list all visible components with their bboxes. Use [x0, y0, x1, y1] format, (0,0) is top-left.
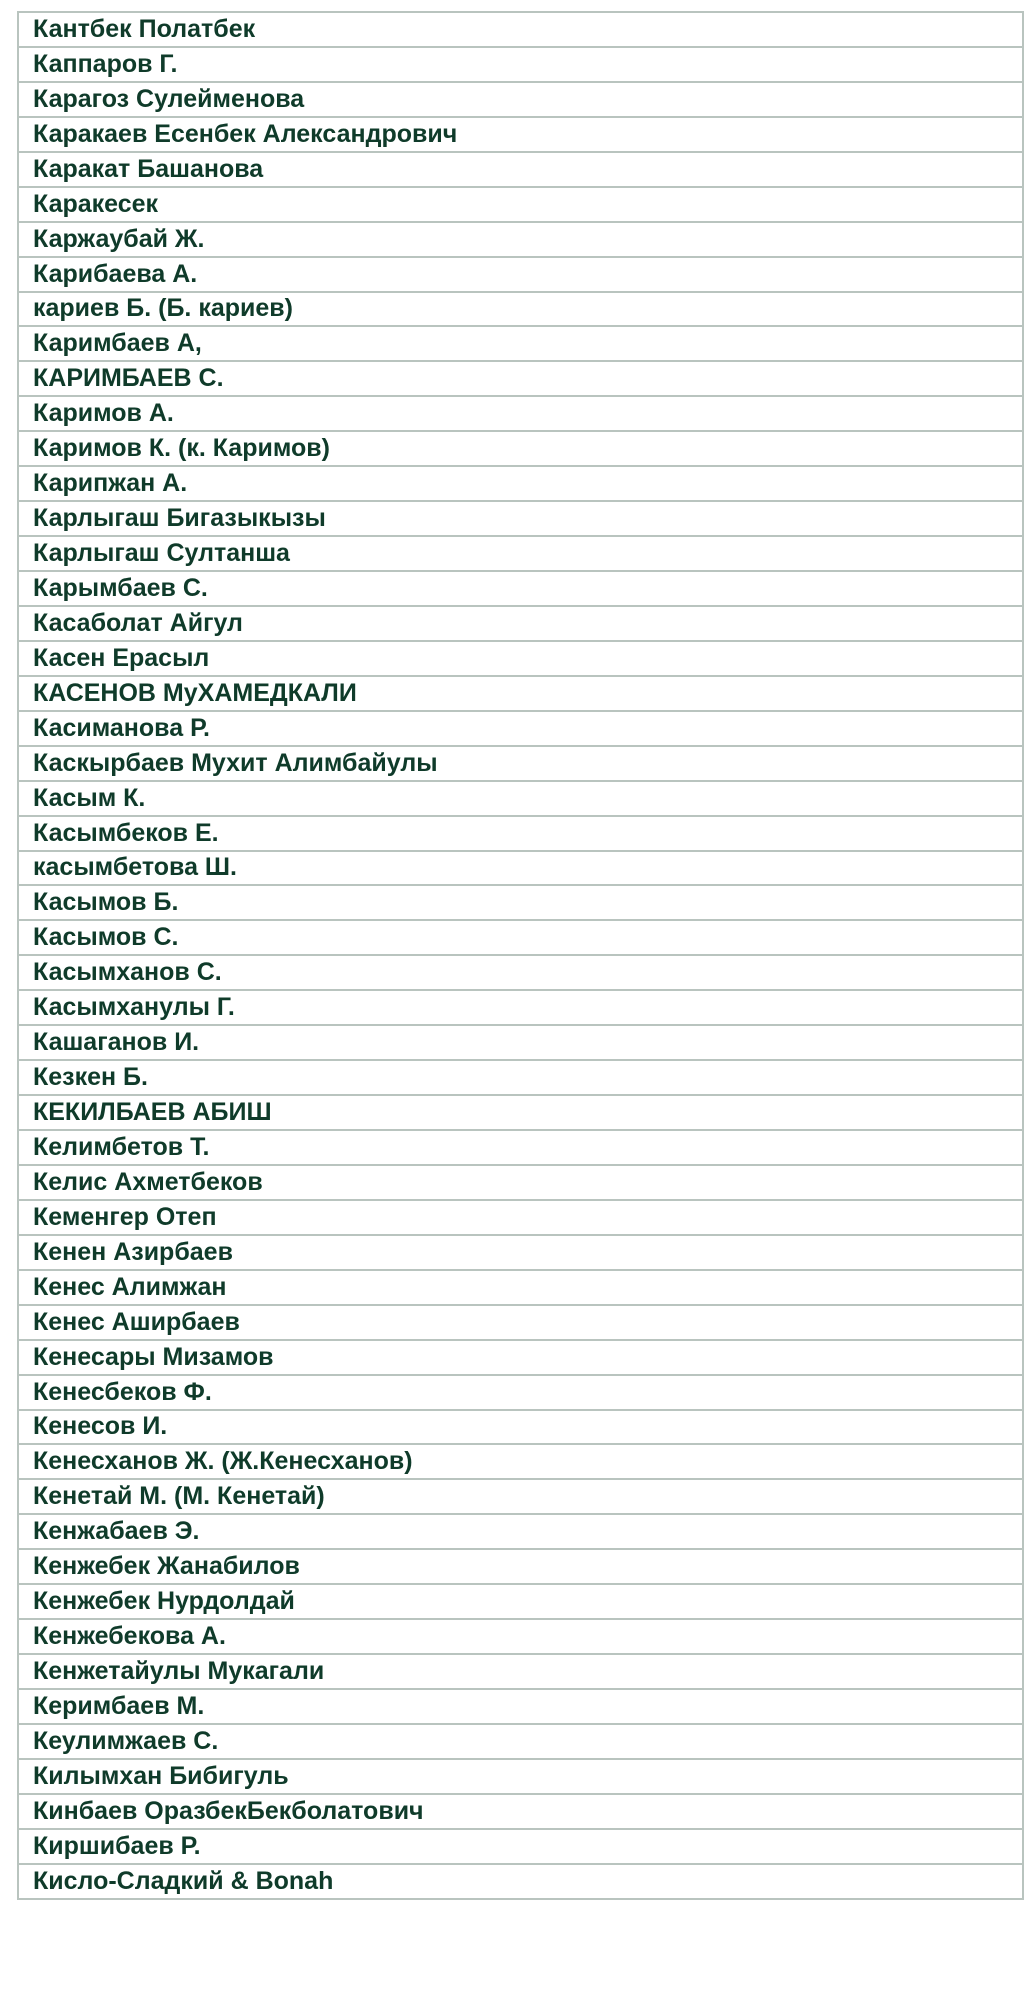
list-item: Касаболат Айгул	[19, 607, 1022, 642]
list-item: Кисло-Сладкий & Bonah	[19, 1865, 1022, 1900]
list-item: Карлыгаш Бигазыкызы	[19, 502, 1022, 537]
list-item: Касымбеков Е.	[19, 817, 1022, 852]
list-item: Кенжабаев Э.	[19, 1515, 1022, 1550]
list-item: Касымханулы Г.	[19, 991, 1022, 1026]
list-item: Керимбаев М.	[19, 1690, 1022, 1725]
list-item: Касиманова Р.	[19, 712, 1022, 747]
list-item: Килымхан Бибигуль	[19, 1760, 1022, 1795]
list-item: КАСЕНОВ МуХАМЕДКАЛИ	[19, 677, 1022, 712]
list-item: Каракаев Есенбек Александрович	[19, 118, 1022, 153]
list-item: Каракесек	[19, 188, 1022, 223]
list-item: Касымов Б.	[19, 886, 1022, 921]
names-list	[17, 11, 1024, 1900]
list-item: Кенес Аширбаев	[19, 1306, 1022, 1341]
list-item: Каракат Башанова	[19, 153, 1022, 188]
list-item: Каржаубай Ж.	[19, 223, 1022, 258]
list-item: Кантбек Полатбек	[19, 13, 1022, 48]
list-item: Кенжетайулы Мукагали	[19, 1655, 1022, 1690]
list-item: Кенжебек Нурдолдай	[19, 1585, 1022, 1620]
list-item: Кенжебек Жанабилов	[19, 1550, 1022, 1585]
list-item: касымбетова Ш.	[19, 852, 1022, 887]
list-item: Касымов С.	[19, 921, 1022, 956]
list-item: Карибаева А.	[19, 258, 1022, 293]
list-item: Кенетай М. (М. Кенетай)	[19, 1480, 1022, 1515]
list-item: Кинбаев ОразбекБекболатович	[19, 1795, 1022, 1830]
list-item: Карагоз Сулейменова	[19, 83, 1022, 118]
list-item: Кенесбеков Ф.	[19, 1376, 1022, 1411]
list-item: КЕКИЛБАЕВ АБИШ	[19, 1096, 1022, 1131]
list-item: Касен Ерасыл	[19, 642, 1022, 677]
list-item: Киршибаев Р.	[19, 1830, 1022, 1865]
list-item: КАРИМБАЕВ С.	[19, 362, 1022, 397]
list-item: Касымханов С.	[19, 956, 1022, 991]
list-item: Кашаганов И.	[19, 1026, 1022, 1061]
list-item: Кенесов И.	[19, 1411, 1022, 1446]
list-item: Кенесханов Ж. (Ж.Кенесханов)	[19, 1445, 1022, 1480]
list-item: Кеменгер Отеп	[19, 1201, 1022, 1236]
list-item: Келимбетов Т.	[19, 1131, 1022, 1166]
list-item: Каримов А.	[19, 397, 1022, 432]
list-item: Кенесары Мизамов	[19, 1341, 1022, 1376]
list-item: Кезкен Б.	[19, 1061, 1022, 1096]
list-item: кариев Б. (Б. кариев)	[19, 293, 1022, 328]
list-item: Келис Ахметбеков	[19, 1166, 1022, 1201]
list-item: Касым К.	[19, 782, 1022, 817]
list-item: Карымбаев С.	[19, 572, 1022, 607]
list-item: Кенес Алимжан	[19, 1271, 1022, 1306]
list-item: Кенен Азирбаев	[19, 1236, 1022, 1271]
list-item: Кеулимжаев С.	[19, 1725, 1022, 1760]
list-item: Кенжебекова А.	[19, 1620, 1022, 1655]
list-item: Карипжан А.	[19, 467, 1022, 502]
list-item: Карлыгаш Султанша	[19, 537, 1022, 572]
list-item: Каримбаев А,	[19, 327, 1022, 362]
list-item: Каримов К. (к. Каримов)	[19, 432, 1022, 467]
list-item: Каскырбаев Мухит Алимбайулы	[19, 747, 1022, 782]
list-item: Каппаров Г.	[19, 48, 1022, 83]
